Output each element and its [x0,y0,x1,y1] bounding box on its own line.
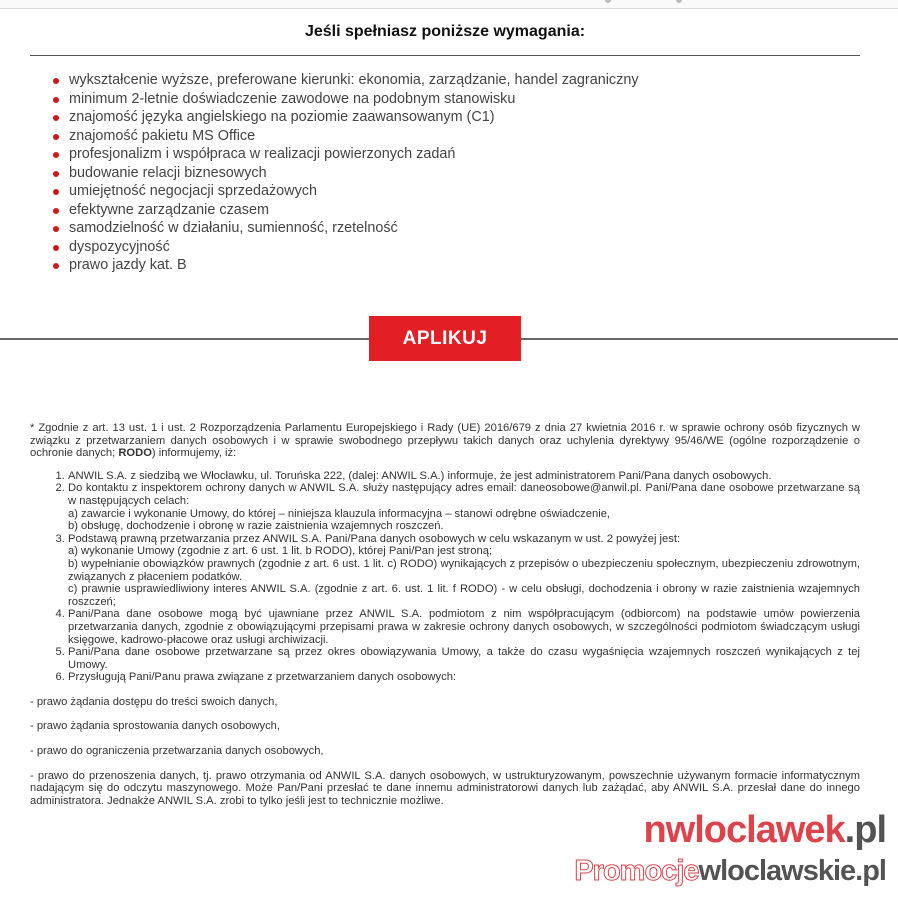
watermark-line-1: nwloclawek.pl [643,809,886,851]
bullet-icon [53,97,59,103]
gdpr-point: 2. Do kontaktu z inspektorem ochrony danych w ANWIL S.A. służy następujący adres email: daneosobowe@anwil.pl. Pani/Pana dane osobowe przetwarzane są w następujących celach: a) zawarcie i wykonanie Umowy, do której – niniejsza klauzula informacyjna – stanowi odrębne oświadczenie, b) obsługę, dochodzenie i obronę w razie zaistnienia wzajemnych roszczeń. [68,482,860,532]
gdpr-points [30,470,860,684]
gdpr-point: 5. Pani/Pana dane osobowe przetwarzane są przez okres obowiązywania Umowy, a także do czasu wygaśnięcia wzajemnych roszczeń wynikających z tej Umowy. [68,646,860,671]
title-divider [30,55,860,56]
gdpr-point: 6. Przysługują Pani/Panu prawa związane z przetwarzaniem danych osobowych: [68,671,860,684]
bullet-icon [53,226,59,232]
bullet-icon [53,208,59,214]
bullet-icon [53,115,59,121]
bullet-icon [53,78,59,84]
top-strip [0,0,898,9]
gdpr-subpoint: a) wykonanie Umowy (zgodnie z art. 6 ust. 1 lit. b RODO), której Pani/Pan jest stroną; [68,545,493,558]
requirements-title: Jeśli spełniasz poniższe wymagania: [304,23,586,40]
requirement-item [52,182,639,201]
requirement-text: wykształcenie wyższe, preferowane kierunki: ekonomia, zarządzanie, handel zagraniczny [69,72,639,88]
gdpr-clause [30,422,860,807]
requirement-text: prawo jazdy kat. B [69,257,187,273]
requirement-text: profesjonalizm i współpraca w realizacji powierzonych zadań [69,146,456,162]
requirement-item [52,71,639,90]
gdpr-subpoint: b) wypełnianie obowiązków prawnych (zgodnie z art. 6 ust. 1 lit. c) RODO) wynikających z przepisów o ubezpieczeniu społecznym, ubezpieczeniu zdrowotnym, związanych z płaceniem podatków. [68,557,860,583]
bullet-icon [53,134,59,140]
gdpr-point: 4. Pani/Pana dane osobowe mogą być ujawniane przez ANWIL S.A. podmiotom z nim współpracującym (odbiorcom) na podstawie umów powierzenia przetwarzania danych, zgodnie z obowiązującymi przepisami prawa w zakresie ochrony danych osobowych, w szczególności podmiotom świadczącym usługi księgowe, kadrowo-płacowe oraz usługi archiwizacji. [68,608,860,646]
scroll-indicator-icon [605,0,611,3]
requirement-item [52,108,639,127]
requirement-item [52,145,639,164]
bullet-icon [53,189,59,195]
gdpr-right: - prawo do przenoszenia danych, tj. prawo otrzymania od ANWIL S.A. danych osobowych, w ustrukturyzowanym, powszechnie używanym formacie informatycznym nadającym się do odczytu maszynowego. Może Pan/Pani przesłać te dane innemu administratorowi danych lub zażądać, aby ANWIL S.A. przesłał dane do innego administratora. Jednakże ANWIL S.A. zrobi to tylko jeśli jest to technicznie możliwe. [30,769,860,807]
requirement-text: dyspozycyjność [69,238,170,255]
requirement-item [52,219,639,238]
watermark-line-2: Promocjewloclawskie.pl [574,855,886,887]
gdpr-right: - prawo żądania dostępu do treści swoich danych, [30,695,278,708]
gdpr-right: - prawo żądania sprostowania danych osobowych, [30,720,280,733]
requirement-text: minimum 2-letnie doświadczenie zawodowe na podobnym stanowisku [69,90,516,107]
gdpr-point: 1. ANWIL S.A. z siedzibą we Włocławku, ul. Toruńska 222, (dalej: ANWIL S.A.) informuje, że jest administratorem Pani/Pana danych osobowych. [68,470,860,483]
gdpr-intro: * Zgodnie z art. 13 ust. 1 i ust. 2 Rozporządzenia Parlamentu Europejskiego i Rady (UE) 2016/679 z dnia 27 kwietnia 2016 r. w sprawie ochrony osób fizycznych w związku z przetwarzaniem danych osobowych i w sprawie swobodnego przepływu takich danych oraz uchylenia dyrektywy 95/46/WE (ogólne rozporządzenie o ochronie danych; RODO) informujemy, iż: [30,422,860,460]
gdpr-subpoint: a) zawarcie i wykonanie Umowy, do której – niniejsza klauzula informacyjna – stanowi odrębne oświadczenie, [68,507,611,520]
rodo-bold: RODO [118,447,152,460]
gdpr-right: - prawo do ograniczenia przetwarzania danych osobowych, [30,745,324,758]
requirement-text: efektywne zarządzanie czasem [69,201,269,218]
bullet-icon [53,263,59,269]
apply-button[interactable]: APLIKUJ [369,316,521,361]
requirements-list [52,71,639,275]
requirement-text: samodzielność w działaniu, sumienność, rzetelność [69,220,398,236]
gdpr-point: 3. Podstawą prawną przetwarzania przez ANWIL S.A. Pani/Pana danych osobowych w celu wskazanym w ust. 2 powyżej jest: a) wykonanie Umowy (zgodnie z art. 6 ust. 1 lit. b RODO), której Pani/Pan jest stroną; b) wypełnianie obowiązków prawnych (zgodnie z art. 6 ust. 1 lit. c) RODO) wynikających z przepisów o ubezpieczeniu społecznym, ubezpieczeniu zdrowotnym, związanych z płaceniem podatków. c) prawnie usprawiedliwiony interes ANWIL S.A. (zgodnie z art. 6. ust. 1 lit. f RODO) - w celu obsługi, dochodzenia i obrony w razie zaistnienia wzajemnych roszczeń; [68,533,860,609]
bullet-icon [53,152,59,158]
requirement-text: znajomość języka angielskiego na poziomie zaawansowanym (C1) [69,109,495,125]
gdpr-subpoint: c) prawnie usprawiedliwiony interes ANWIL S.A. (zgodnie z art. 6. ust. 1 lit. f RODO) - w celu obsługi, dochodzenia i obrony w razie zaistnienia wzajemnych roszczeń; [68,583,860,608]
site-watermark-logo [536,810,886,895]
requirement-item [52,90,639,109]
requirement-text: znajomość pakietu MS Office [69,127,256,144]
bullet-icon [53,245,59,251]
bullet-icon [53,171,59,177]
requirement-item [52,201,639,220]
requirement-item [52,164,639,183]
gdpr-rights [30,696,860,808]
scroll-indicator-icon [676,0,682,3]
requirement-text: budowanie relacji biznesowych [69,164,267,181]
gdpr-subpoint: b) obsługę, dochodzenie i obronę w razie zaistnienia wzajemnych roszczeń. [68,520,444,533]
requirement-item [52,256,639,275]
requirement-item [52,238,639,257]
requirement-text: umiejętność negocjacji sprzedażowych [69,183,317,199]
requirement-item [52,127,639,146]
